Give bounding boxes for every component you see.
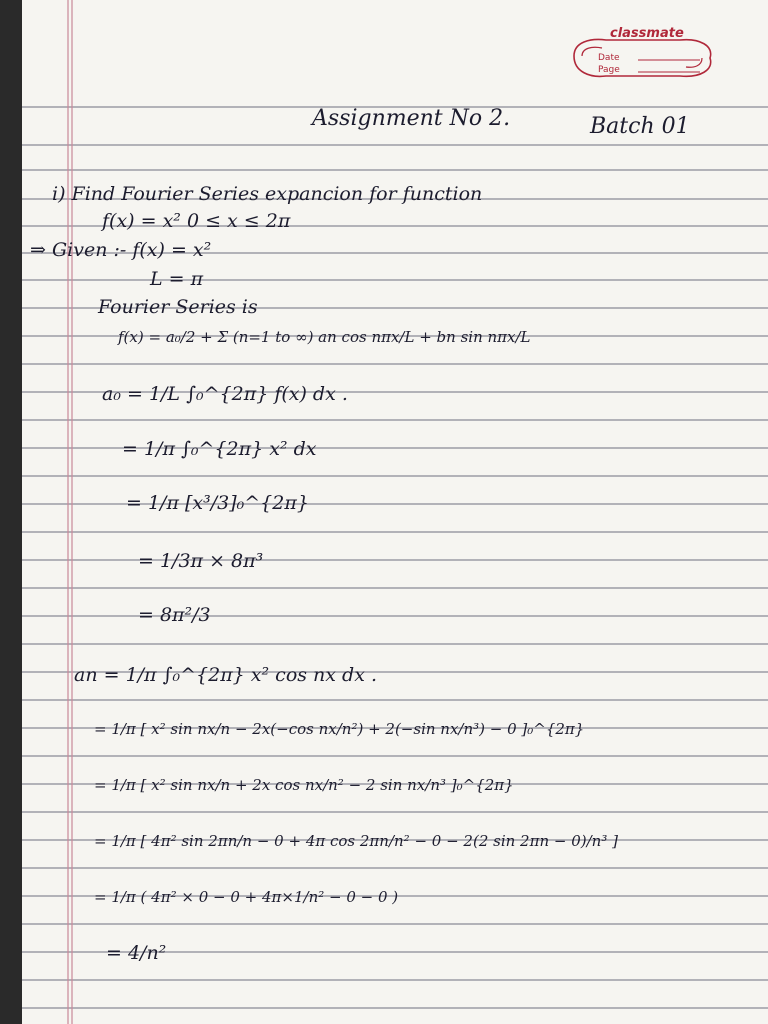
an-step-integration-by-parts: = 1/π [ x² sin nx/n − 2x(−cos nx/n²) + 2(−sin nx/n³) − 0 ]₀^{2π}	[94, 720, 585, 738]
an-step-simplified: = 1/π [ x² sin nx/n + 2x cos nx/n² − 2 sin nx/n³ ]₀^{2π}	[94, 776, 514, 794]
notebook-page	[22, 0, 768, 1024]
question-line: i) Find Fourier Series expancion for function	[52, 183, 483, 205]
an-result: = 4/n²	[106, 942, 167, 964]
assignment-title: Assignment No 2.	[312, 106, 511, 131]
an-step-substituted: = 1/π [ 4π² sin 2πn/n − 0 + 4π cos 2πn/n² − 0 − 2(2 sin 2πn − 0)/n³ ]	[94, 832, 618, 850]
an-definition: an = 1/π ∫₀^{2π} x² cos nx dx .	[74, 664, 377, 686]
fourier-series-formula: f(x) = a₀/2 + Σ (n=1 to ∞) an cos nπx/L + bn sin nπx/L	[118, 328, 531, 346]
logo-brand: classmate	[610, 26, 684, 41]
a0-result: = 8π²/3	[138, 604, 211, 626]
a0-step-multiplied: = 1/3π × 8π³	[138, 550, 264, 572]
logo-page-label: Page	[598, 65, 620, 75]
a0-step-integral: = 1/π ∫₀^{2π} x² dx	[122, 438, 317, 460]
given-line: ⇒ Given :- f(x) = x²	[30, 239, 212, 261]
logo-date-label: Date	[598, 53, 620, 63]
a0-step-evaluated: = 1/π [x³/3]₀^{2π}	[126, 492, 309, 514]
an-step-evaluated: = 1/π ( 4π² × 0 − 0 + 4π×1/n² − 0 − 0 )	[94, 888, 399, 906]
period-line: L = π	[150, 268, 204, 290]
a0-definition: a₀ = 1/L ∫₀^{2π} f(x) dx .	[102, 383, 348, 405]
fourier-series-label: Fourier Series is	[98, 296, 258, 318]
function-line: f(x) = x² 0 ≤ x ≤ 2π	[102, 210, 291, 232]
batch-label: Batch 01	[590, 114, 690, 139]
